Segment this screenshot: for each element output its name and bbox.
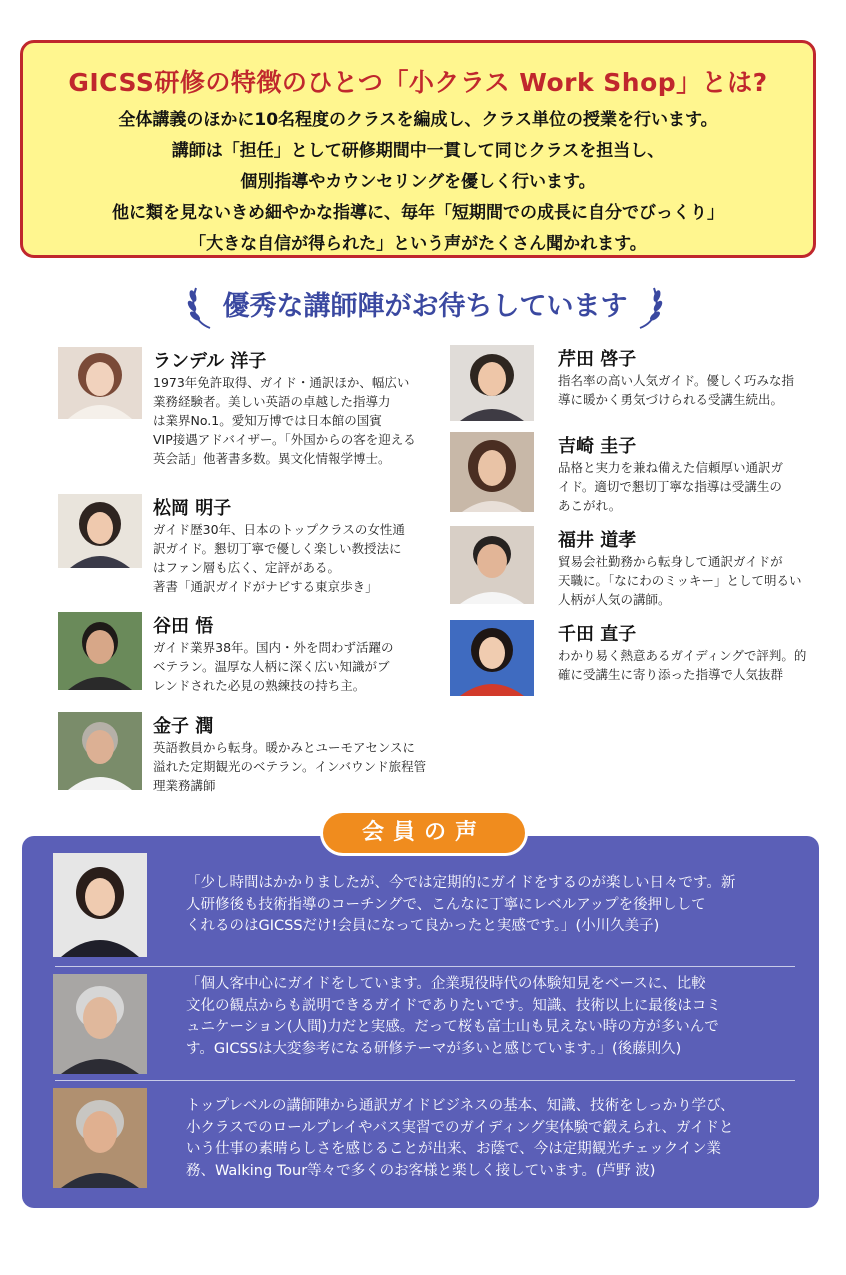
intro-line: 他に類を見ないきめ細やかな指導に、毎年「短期間での成長に自分でびっくり」	[112, 203, 724, 223]
member-photo	[53, 853, 147, 957]
instructor-name: ランデル 洋子	[153, 351, 267, 372]
quote-line: す。GICSSは大変参考になる研修テーマが多いと感じています。」(後藤則久)	[186, 1040, 682, 1057]
bio-line: 人柄が人気の講師。	[558, 592, 671, 607]
bio-line: 導に暖かく勇気づけられる受講生続出。	[558, 392, 784, 407]
instructor-bio	[558, 646, 828, 684]
instructor-photo	[58, 612, 142, 690]
intro-line: 全体講義のほかに10名程度のクラスを編成し、クラス単位の授業を行います。	[118, 110, 718, 130]
instructors-heading	[190, 282, 660, 332]
testimonial-text	[186, 974, 798, 1060]
instructor-photo	[58, 494, 142, 568]
instructor-bio	[153, 638, 433, 695]
instructor-bio	[558, 552, 828, 609]
instructor-photo	[450, 345, 534, 421]
instructor-name: 松岡 明子	[153, 498, 232, 519]
member-photo	[53, 974, 147, 1074]
instructor-bio	[153, 738, 443, 795]
intro-line: 講師は「担任」として研修期間中一貫して同じクラスを担当し、	[171, 141, 665, 161]
quote-line: 務、Walking Tour等々で多くのお客様と楽しく接しています。(芦野 波)	[186, 1162, 656, 1179]
bio-line: 品格と実力を兼ね備えた信頼厚い通訳ガ	[558, 460, 784, 475]
instructor-bio	[153, 520, 433, 596]
instructor-photo	[450, 620, 534, 696]
quote-line: トップレベルの講師陣から通訳ガイドビジネスの基本、知識、技術をしっかり学び、	[186, 1098, 735, 1114]
bio-line: ガイド歴30年、日本のトップクラスの女性通	[153, 522, 405, 537]
quote-line: 人研修後も技術指導のコーチングで、こんなに丁寧にレベルアップを後押しして	[186, 896, 706, 913]
instructors-heading-text: 優秀な講師陣がお待ちしています	[222, 291, 628, 322]
bio-line: 訳ガイド。懇切丁寧で優しく楽しい教授法に	[153, 541, 402, 556]
instructor-photo	[58, 347, 142, 419]
instructor-photo	[58, 712, 142, 790]
bio-line: 1973年免許取得、ガイド・通訳ほか、幅広い	[153, 375, 410, 390]
intro-line: 「大きな自信が得られた」という声がたくさん聞かれます。	[189, 234, 647, 254]
quote-line: 「個人客中心にガイドをしています。企業現役時代の体験知見をベースに、比較	[186, 976, 706, 992]
bio-line: ガイド業界38年。国内・外を問わず活躍の	[153, 640, 394, 655]
bio-line: レンドされた必見の熟練技の持ち主。	[153, 678, 366, 693]
bio-line: ベテラン。温厚な人柄に深く広い知識がブ	[153, 659, 390, 674]
bio-line: 天職に。「なにわのミッキー」として明るい	[558, 573, 802, 588]
instructor-name: 金子 潤	[153, 716, 214, 737]
divider	[55, 1080, 795, 1081]
instructor-name: 谷田 悟	[153, 616, 214, 637]
intro-line: 個別指導やカウンセリングを優しく行います。	[240, 172, 596, 192]
bio-line: イド。適切で懇切丁寧な指導は受講生の	[558, 479, 782, 494]
intro-box	[20, 40, 816, 258]
member-photo	[53, 1088, 147, 1188]
bio-line: 英語教員から転身。暖かみとユーモアセンスに	[153, 740, 416, 755]
bio-line: は業界No.1。愛知万博では日本館の国賓	[153, 413, 382, 428]
bio-line: あこがれ。	[558, 498, 622, 513]
instructor-photo	[450, 432, 534, 512]
bio-line: 溢れた定期観光のベテラン。インバウンド旅程管	[153, 759, 427, 774]
instructor-bio	[558, 458, 828, 515]
quote-line: くれるのはGICSSだけ!会員になって良かったと実感です。」(小川久美子)	[186, 918, 660, 934]
instructor-name: 芹田 啓子	[558, 349, 637, 370]
quote-line: いう仕事の素晴らしさを感じることが出来、お蔭で、今は定期観光チェックイン業	[186, 1141, 722, 1157]
bio-line: 指名率の高い人気ガイド。優しく巧みな指	[558, 373, 795, 388]
divider	[55, 966, 795, 967]
voices-title: 会員の声	[323, 813, 525, 853]
bio-line: わかり易く熱意あるガイディングで評判。的	[558, 648, 807, 663]
bio-line: 著書「通訳ガイドがナビする東京歩き」	[153, 579, 378, 594]
bio-line: 理業務講師	[153, 778, 216, 793]
quote-line: 「少し時間はかかりましたが、今では定期的にガイドをするのが楽しい日々です。新	[186, 875, 736, 891]
instructor-name: 吉崎 圭子	[558, 436, 637, 457]
testimonial-text	[186, 873, 798, 938]
intro-title: GICSS研修の特徴のひとつ「小クラス Work Shop」とは?	[68, 68, 768, 97]
instructor-name: 福井 道孝	[558, 530, 637, 551]
quote-line: 文化の観点からも説明できるガイドでありたいです。知識、技術以上に最後はコミ	[186, 997, 721, 1014]
instructor-name: 千田 直子	[558, 624, 637, 645]
instructor-photo	[450, 526, 534, 604]
bio-line: 英会話」他著書多数。異文化情報学博士。	[153, 451, 391, 466]
bio-line: 確に受講生に寄り添った指導で人気抜群	[558, 667, 784, 682]
bio-line: 貿易会社勤務から転身して通訳ガイドが	[558, 554, 783, 569]
instructor-bio	[558, 371, 828, 409]
testimonial-text	[186, 1096, 798, 1182]
bio-line: はファン層も広く、定評がある。	[153, 560, 341, 575]
quote-line: 小クラスでのロールプレイやバス実習でのガイディング実体験で鍛えられ、ガイドと	[186, 1119, 734, 1136]
bio-line: 業務経験者。美しい英語の卓越した指導力	[153, 394, 391, 409]
instructor-bio	[153, 373, 433, 468]
quote-line: ュニケーション(人間)力だと実感。だって桜も富士山も見えない時の方が多いんで	[186, 1019, 719, 1035]
bio-line: VIP接遇アドバイザー。「外国からの客を迎える	[153, 432, 416, 447]
